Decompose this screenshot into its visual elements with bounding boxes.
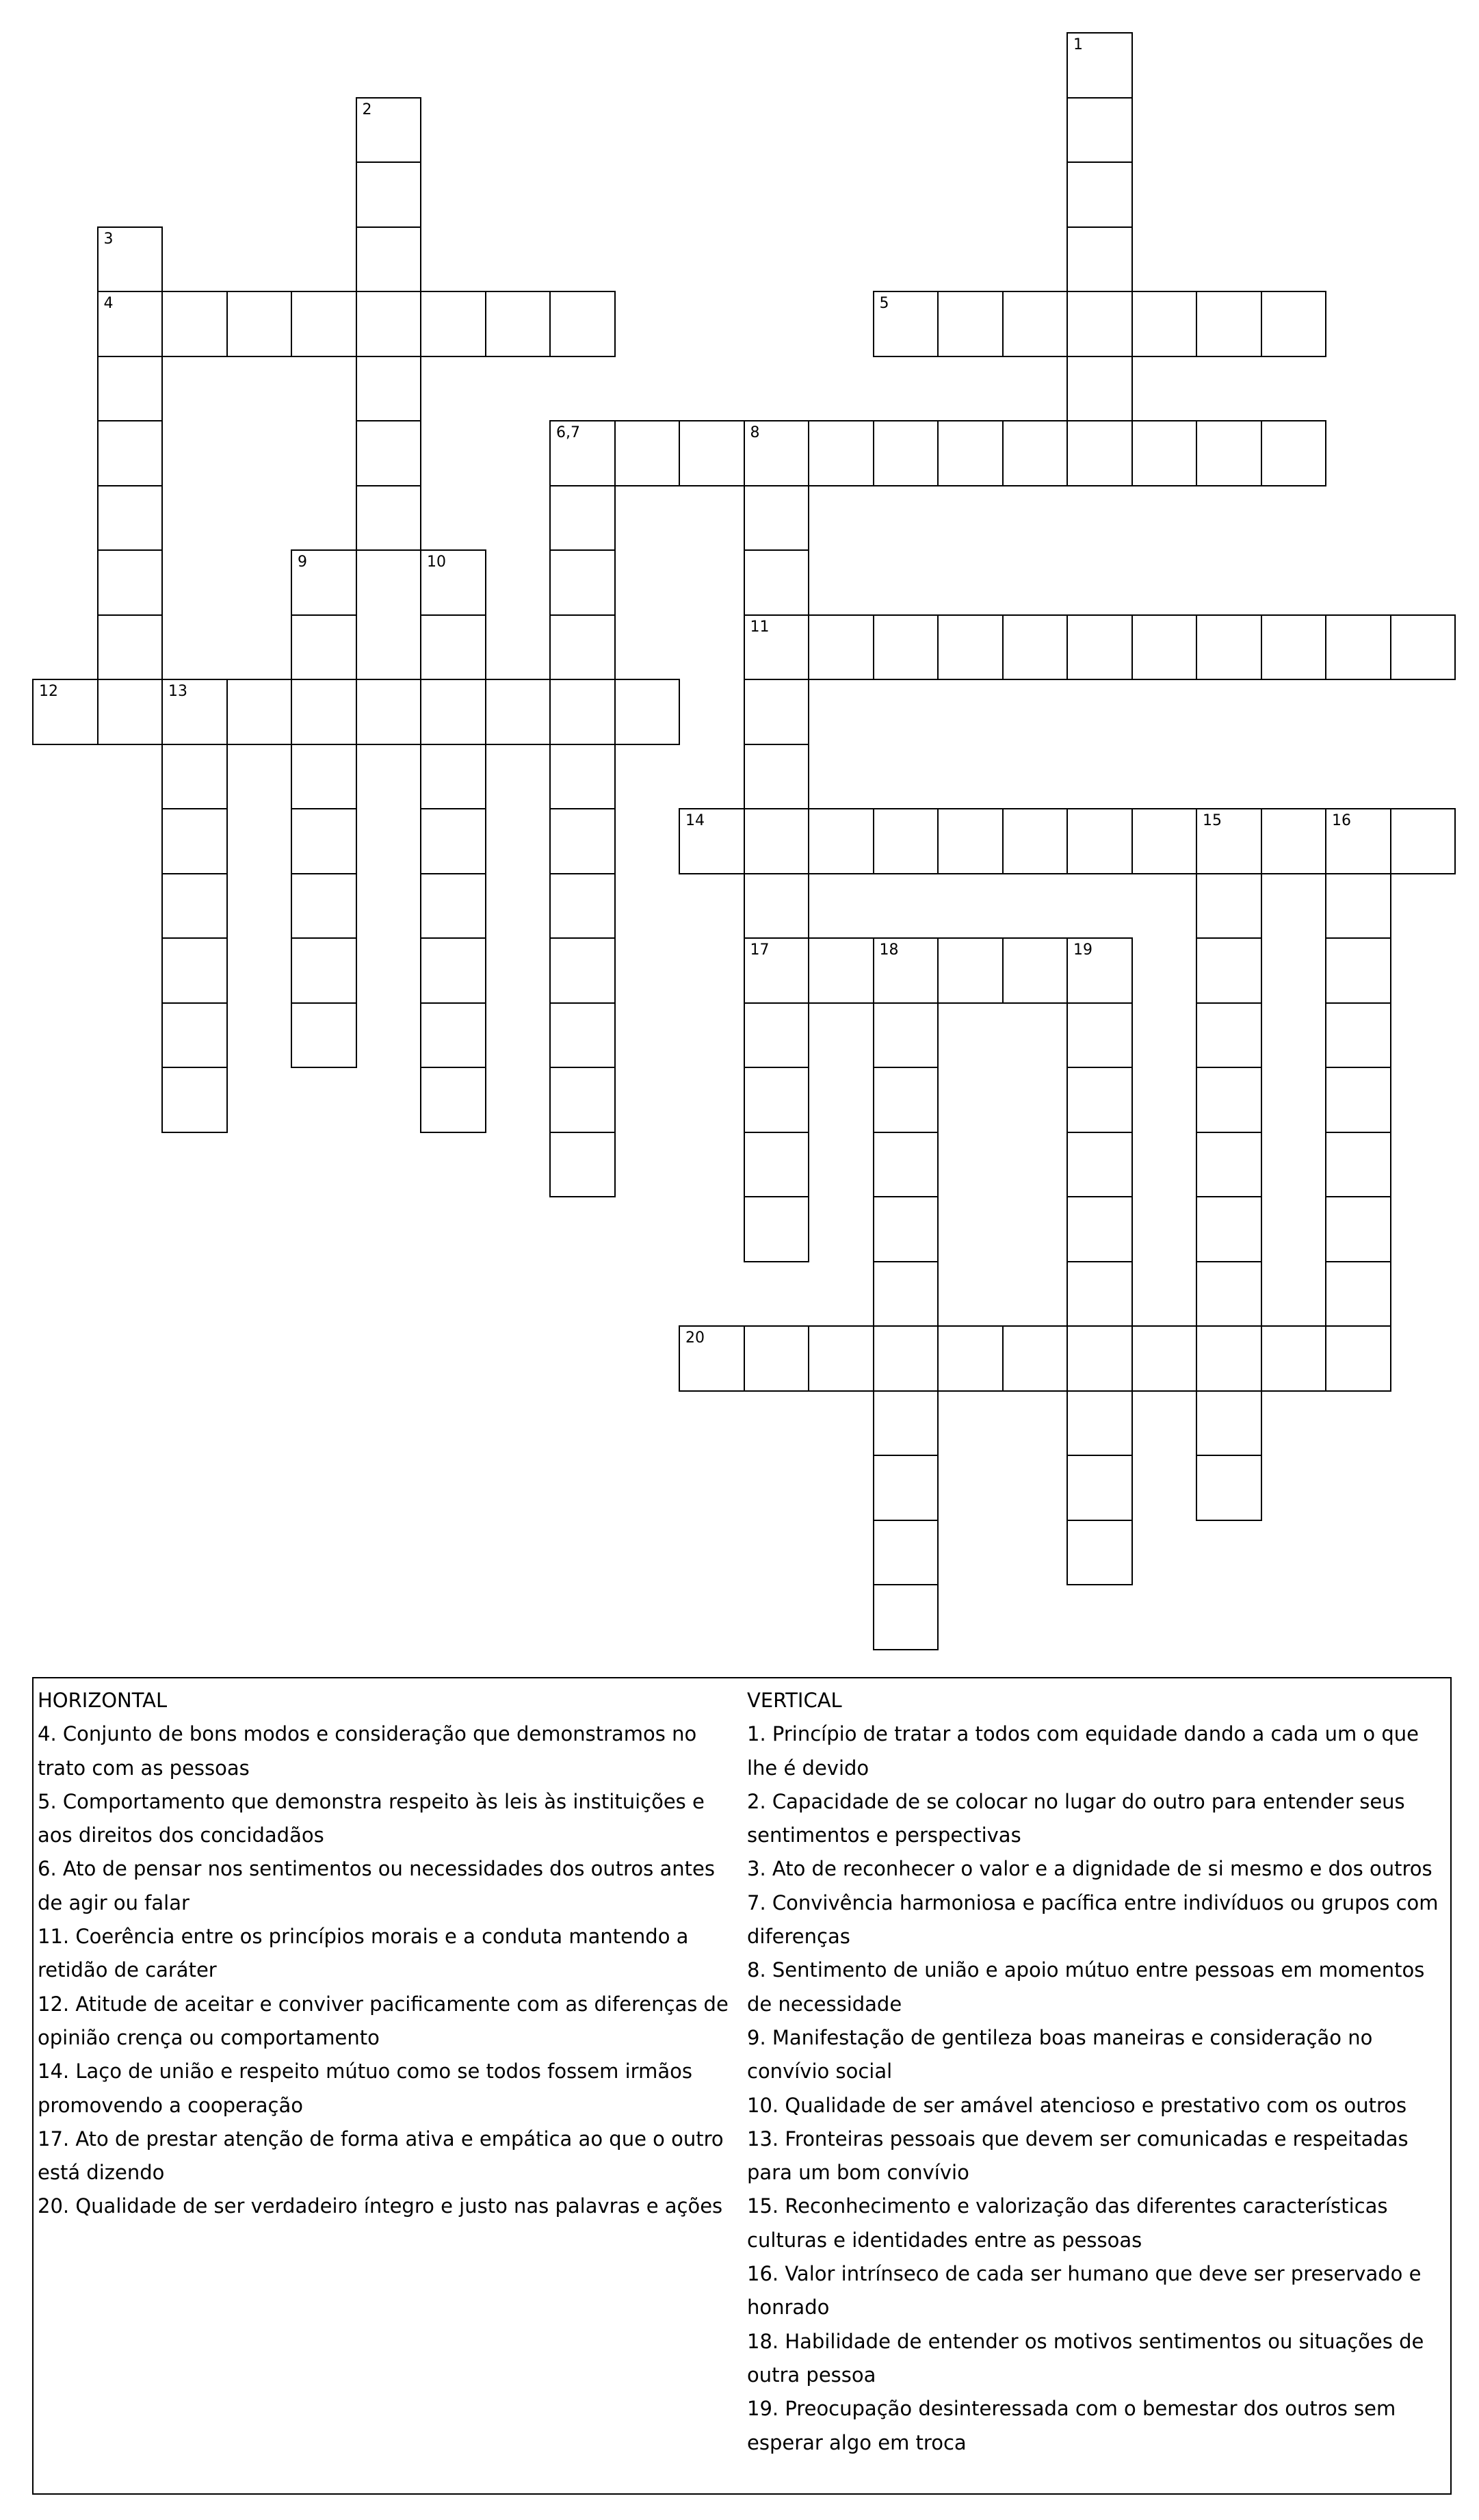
grid-cell[interactable] [744,1002,810,1069]
grid-cell[interactable] [161,1002,228,1069]
grid-cell[interactable] [679,420,745,486]
clue-number: 12 [39,683,58,700]
grid-cell[interactable] [1196,1002,1262,1069]
grid-cell[interactable] [873,1261,939,1327]
grid-cell[interactable] [873,1455,939,1521]
clue-h-11: 11. Coerência entre os princípios morais e a conduta mantendo a retidão de caráter [38,1925,689,1982]
clue-number: 1 [1073,36,1083,53]
vertical-heading: VERTICAL [747,1689,842,1712]
grid-cell[interactable] [744,873,810,939]
grid-cell[interactable] [873,614,939,681]
grid-cell[interactable] [549,614,616,681]
grid-cell[interactable] [1002,937,1069,1004]
grid-cell[interactable] [873,291,939,357]
grid-cell[interactable] [1325,808,1391,874]
grid-cell[interactable] [356,420,422,486]
grid-cell[interactable] [873,1584,939,1650]
grid-cell[interactable] [291,291,357,357]
grid-cell[interactable] [226,291,293,357]
clue-v-19: 19. Preocupação desinteressada com o bemestar dos outros sem esperar algo em troca [747,2397,1396,2454]
grid-cell[interactable] [1002,1325,1069,1392]
grid-cell[interactable] [356,485,422,551]
grid-cell[interactable] [549,873,616,939]
grid-cell[interactable] [679,1325,745,1392]
grid-cell[interactable] [291,937,357,1004]
grid-cell[interactable] [549,420,616,486]
clue-v-18: 18. Habilidade de entender os motivos sentimentos ou situações de outra pessoa [747,2329,1424,2387]
grid-cell[interactable] [356,291,422,357]
grid-cell[interactable] [1325,614,1391,681]
clue-h-6: 6. Ato de pensar nos sentimentos ou necessidades dos outros antes de agir ou falar [38,1857,715,1914]
clue-number: 8 [750,424,760,441]
grid-cell[interactable] [1066,1390,1133,1457]
grid-cell[interactable] [873,420,939,486]
grid-cell[interactable] [549,291,616,357]
grid-cell[interactable] [549,679,616,745]
clue-v-2: 2. Capacidade de se colocar no lugar do outro para entender seus sentimentos e perspectivas [747,1789,1405,1847]
grid-cell[interactable] [161,679,228,745]
grid-cell[interactable] [1196,1455,1262,1521]
grid-cell[interactable] [356,679,422,745]
grid-cell[interactable] [32,679,99,745]
grid-cell[interactable] [549,937,616,1004]
clue-number: 5 [879,295,889,312]
grid-cell[interactable] [744,1325,810,1392]
grid-cell[interactable] [1196,420,1262,486]
grid-cell[interactable] [420,679,486,745]
grid-cell[interactable] [808,1325,874,1392]
grid-cell[interactable] [420,873,486,939]
clue-number: 18 [879,941,899,959]
grid-cell[interactable] [549,1132,616,1198]
grid-cell[interactable] [1066,291,1133,357]
grid-cell[interactable] [1066,1520,1133,1586]
clue-number: 6,7 [556,424,580,441]
clue-number: 10 [427,554,446,571]
clue-v-3: 3. Ato de reconhecer o valor e a dignidade de si mesmo e dos outros [747,1857,1432,1881]
grid-cell[interactable] [744,549,810,616]
grid-cell[interactable] [97,549,163,616]
grid-cell[interactable] [873,1325,939,1392]
grid-cell[interactable] [549,485,616,551]
grid-cell[interactable] [1325,1325,1391,1392]
clue-h-12: 12. Atitude de aceitar e conviver pacificamente com as diferenças de opinião crença ou comportamento [38,1992,729,2049]
grid-cell[interactable] [873,1132,939,1198]
grid-cell[interactable] [744,1132,810,1198]
grid-cell[interactable] [873,1002,939,1069]
grid-cell[interactable] [1002,614,1069,681]
clue-number: 20 [685,1329,705,1347]
grid-cell[interactable] [1325,1002,1391,1069]
grid-cell[interactable] [1261,291,1327,357]
grid-cell[interactable] [1066,97,1133,164]
grid-cell[interactable] [97,679,163,745]
grid-cell[interactable] [744,808,810,874]
clue-number: 13 [168,683,187,700]
grid-cell[interactable] [1066,420,1133,486]
grid-cell[interactable] [1390,808,1456,874]
grid-cell[interactable] [161,808,228,874]
grid-cell[interactable] [1196,291,1262,357]
clue-v-15: 15. Reconhecimento e valorização das diferentes características culturas e identidades entre as pessoas [747,2194,1388,2252]
grid-cell[interactable] [1325,937,1391,1004]
grid-cell[interactable] [1196,1132,1262,1198]
grid-cell[interactable] [1196,1390,1262,1457]
grid-cell[interactable] [1066,226,1133,293]
grid-cell[interactable] [1196,614,1262,681]
grid-cell[interactable] [1066,32,1133,99]
grid-cell[interactable] [808,420,874,486]
grid-cell[interactable] [161,937,228,1004]
grid-cell[interactable] [291,1002,357,1069]
grid-cell[interactable] [1066,1261,1133,1327]
grid-cell[interactable] [1066,1196,1133,1262]
grid-cell[interactable] [1131,291,1198,357]
horizontal-heading: HORIZONTAL [38,1689,168,1712]
grid-cell[interactable] [937,614,1004,681]
grid-cell[interactable] [1131,420,1198,486]
grid-cell[interactable] [1066,161,1133,228]
grid-cell[interactable] [1066,356,1133,422]
grid-cell[interactable] [356,226,422,293]
grid-cell[interactable] [744,744,810,810]
grid-cell[interactable] [161,873,228,939]
grid-cell[interactable] [291,679,357,745]
grid-cell[interactable] [1196,1196,1262,1262]
grid-cell[interactable] [1196,1067,1262,1133]
grid-cell[interactable] [744,679,810,745]
grid-cell[interactable] [744,937,810,1004]
grid-cell[interactable] [1196,1261,1262,1327]
clue-h-14: 14. Laço de união e respeito mútuo como se todos fossem irmãos promovendo a cooperação [38,2060,692,2117]
grid-cell[interactable] [1131,1325,1198,1392]
grid-cell[interactable] [744,420,810,486]
clue-number: 15 [1203,812,1222,829]
clue-h-5: 5. Comportamento que demonstra respeito às leis às instituições e aos direitos dos concidadãos [38,1789,705,1847]
clue-number: 3 [103,230,114,248]
clue-h-20: 20. Qualidade de ser verdadeiro íntegro e justo nas palavras e ações [38,2194,723,2218]
grid-cell[interactable] [937,937,1004,1004]
grid-cell[interactable] [1325,1132,1391,1198]
clue-number: 4 [103,295,114,312]
grid-cell[interactable] [873,1520,939,1586]
grid-cell[interactable] [1196,1325,1262,1392]
grid-cell[interactable] [291,873,357,939]
clue-number: 17 [750,941,770,959]
grid-cell[interactable] [226,679,293,745]
grid-cell[interactable] [549,1067,616,1133]
grid-cell[interactable] [420,614,486,681]
grid-cell[interactable] [1066,808,1133,874]
grid-cell[interactable] [97,226,163,293]
grid-cell[interactable] [808,614,874,681]
grid-cell[interactable] [356,161,422,228]
grid-cell[interactable] [291,744,357,810]
grid-cell[interactable] [1002,291,1069,357]
grid-cell[interactable] [1131,614,1198,681]
grid-cell[interactable] [937,291,1004,357]
grid-cell[interactable] [873,937,939,1004]
grid-cell[interactable] [873,1067,939,1133]
grid-cell[interactable] [679,808,745,874]
clue-number: 19 [1073,941,1092,959]
grid-cell[interactable] [1066,614,1133,681]
grid-cell[interactable] [161,744,228,810]
grid-cell[interactable] [1196,808,1262,874]
grid-cell[interactable] [549,744,616,810]
grid-cell[interactable] [1066,1325,1133,1392]
grid-cell[interactable] [420,744,486,810]
grid-cell[interactable] [1390,614,1456,681]
clue-number: 2 [362,101,372,118]
clue-number: 9 [298,554,307,571]
clue-h-4: 4. Conjunto de bons modos e consideração que demonstramos no trato com as pessoas [38,1722,697,1780]
grid-cell[interactable] [549,808,616,874]
grid-cell[interactable] [97,614,163,681]
grid-cell[interactable] [1325,873,1391,939]
grid-cell[interactable] [1325,1196,1391,1262]
grid-cell[interactable] [420,291,486,357]
grid-cell[interactable] [1002,808,1069,874]
clue-v-7: 7. Convivência harmoniosa e pacífica entre indivíduos ou grupos com diferenças [747,1891,1439,1949]
grid-cell[interactable] [1066,1002,1133,1069]
clue-v-9: 9. Manifestação de gentileza boas maneiras e consideração no convívio social [747,2025,1373,2083]
grid-cell[interactable] [97,356,163,422]
grid-cell[interactable] [97,291,163,357]
grid-cell[interactable] [808,937,874,1004]
clue-v-16: 16. Valor intrínseco de cada ser humano que deve ser preservado e honrado [747,2262,1422,2320]
grid-cell[interactable] [1002,420,1069,486]
grid-cell[interactable] [420,1002,486,1069]
grid-cell[interactable] [485,679,551,745]
clues-box [32,1677,1452,2495]
grid-cell[interactable] [356,356,422,422]
grid-cell[interactable] [420,549,486,616]
grid-cell[interactable] [873,808,939,874]
clue-number: 11 [750,618,770,636]
grid-cell[interactable] [1261,614,1327,681]
grid-cell[interactable] [937,808,1004,874]
grid-cell[interactable] [744,485,810,551]
vertical-clues [747,1684,1446,2460]
grid-cell[interactable] [291,808,357,874]
clue-v-8: 8. Sentimento de união e apoio mútuo entre pessoas em momentos de necessidade [747,1958,1425,2016]
clue-v-10: 10. Qualidade de ser amável atencioso e prestativo com os outros [747,2093,1407,2117]
grid-cell[interactable] [614,420,681,486]
clue-number: 14 [685,812,705,829]
grid-cell[interactable] [1261,420,1327,486]
grid-cell[interactable] [549,549,616,616]
grid-cell[interactable] [1196,937,1262,1004]
grid-cell[interactable] [420,808,486,874]
horizontal-clues [38,1684,742,2224]
grid-cell[interactable] [291,549,357,616]
grid-cell[interactable] [420,937,486,1004]
grid-cell[interactable] [485,291,551,357]
grid-cell[interactable] [1325,1261,1391,1327]
grid-cell[interactable] [1066,1132,1133,1198]
grid-cell[interactable] [1325,1067,1391,1133]
grid-cell[interactable] [744,1196,810,1262]
grid-cell[interactable] [291,614,357,681]
grid-cell[interactable] [1261,1325,1327,1392]
clue-h-17: 17. Ato de prestar atenção de forma ativa e empática ao que o outro está dizendo [38,2127,724,2185]
grid-cell[interactable] [420,1067,486,1133]
grid-cell[interactable] [808,808,874,874]
grid-cell[interactable] [937,1325,1004,1392]
grid-cell[interactable] [1261,808,1327,874]
grid-cell[interactable] [744,1067,810,1133]
clue-number: 16 [1332,812,1351,829]
grid-cell[interactable] [744,614,810,681]
grid-cell[interactable] [161,1067,228,1133]
grid-cell[interactable] [937,420,1004,486]
grid-cell[interactable] [549,1002,616,1069]
grid-cell[interactable] [1066,937,1133,1004]
grid-cell[interactable] [97,485,163,551]
grid-cell[interactable] [1196,873,1262,939]
grid-cell[interactable] [873,1196,939,1262]
clue-v-13: 13. Fronteiras pessoais que devem ser comunicadas e respeitadas para um bom convívio [747,2127,1409,2185]
grid-cell[interactable] [873,1390,939,1457]
grid-cell[interactable] [356,97,422,164]
grid-cell[interactable] [97,420,163,486]
grid-cell[interactable] [1131,808,1198,874]
grid-cell[interactable] [161,291,228,357]
clue-v-1: 1. Princípio de tratar a todos com equidade dando a cada um o que lhe é devido [747,1722,1419,1780]
grid-cell[interactable] [1066,1067,1133,1133]
grid-cell[interactable] [1066,1455,1133,1521]
grid-cell[interactable] [614,679,681,745]
